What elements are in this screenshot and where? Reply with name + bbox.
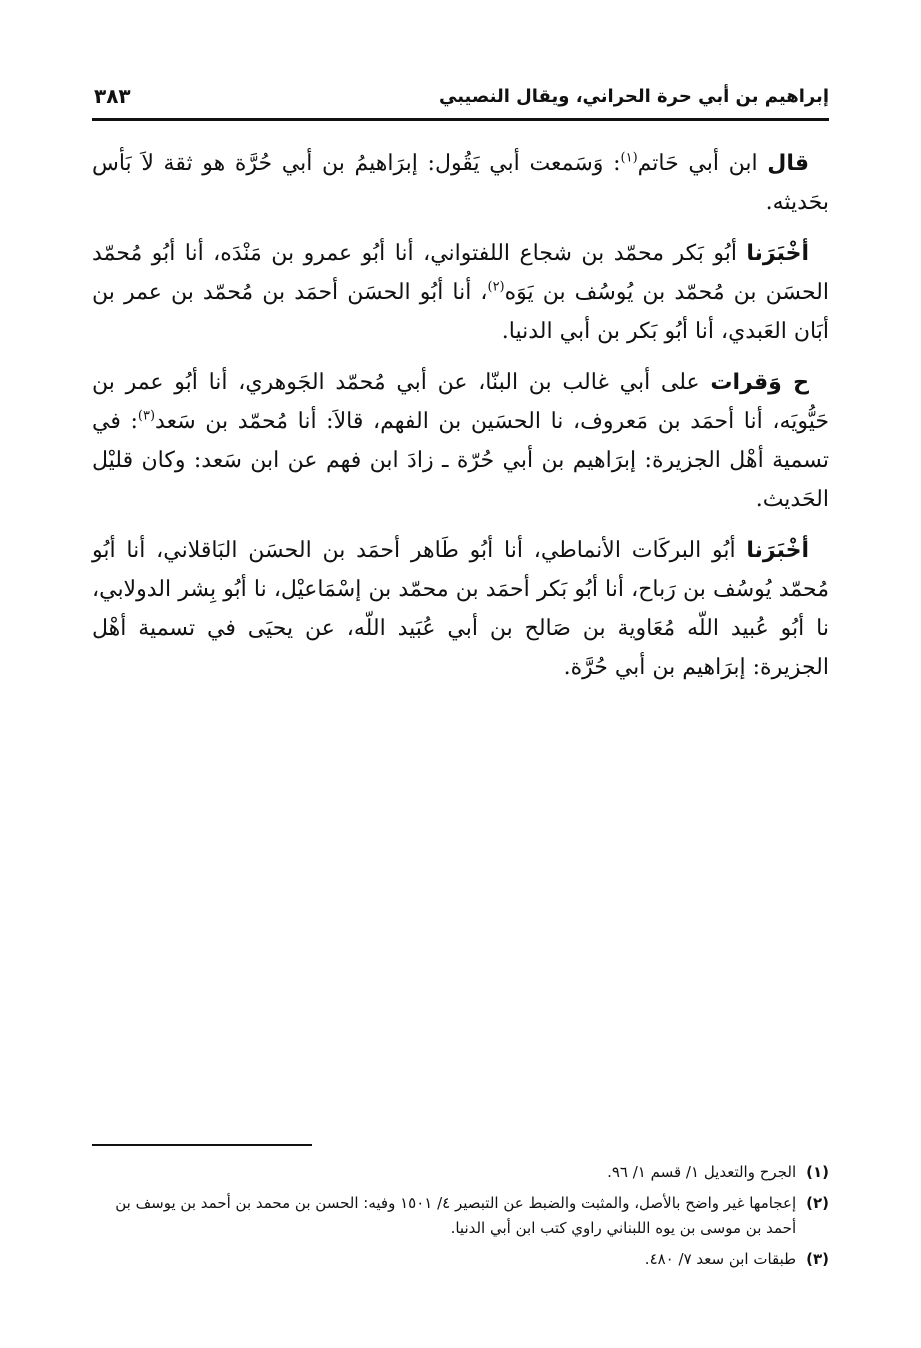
page-header: [92, 82, 829, 118]
paragraph-3: [92, 363, 829, 519]
footnote-item: [92, 1191, 829, 1241]
paragraph-lead: أخْبَرَنا: [746, 538, 809, 563]
paragraph-text: على أبي غالب بن البنّا، عن أبي مُحمّد الجَوهري، أنا أبُو عمر بن حَيُّويَه، أنا أحمَد بن مَعروف، نا الحسَين بن الفهم، قالاَ: أنا مُحمّد بن سَعد: [92, 370, 829, 434]
footnote-text: إعجامها غير واضح بالأصل، والمثبت والضبط عن التبصير ٤/ ١٥٠١ وفيه: الحسن بن محمد بن أحمد بن يوسف بن أحمد بن موسى بن يوه اللبناني راوي كتب ابن أبي الدنيا.: [115, 1194, 797, 1237]
footnote-reference: (١): [620, 150, 638, 166]
footnote-reference: (٢): [487, 279, 505, 295]
paragraph-text: ابن أبي حَاتم: [637, 151, 768, 176]
footnote-item: [92, 1160, 829, 1185]
paragraph-4: [92, 531, 829, 687]
footnote-number: (٣): [806, 1250, 829, 1268]
footnotes: [92, 1160, 829, 1278]
footnote-text: طبقات ابن سعد ٧/ ٤٨٠.: [644, 1250, 797, 1268]
paragraph-text: : في تسمية أهْل الجزيرة: إبرَاهيم بن أبي حُرّة ـ زادَ ابن فهم عن ابن سَعد: وكان قليْل الحَديث.: [92, 409, 829, 512]
paragraph-text: أبُو البركَات الأنماطي، أنا أبُو طَاهر أحمَد بن الحسَن البَاقلاني، أنا أبُو مُحمّد يُوسُف بن رَباح، أنا أبُو بَكر أحمَد بن محمّد بن إسْمَاعيْل، نا أبُو بِشر الدولابي، نا أبُو عُبيد اللّه مُعَاوية بن صَالح بن أبي عُبَيد اللّه، عن يحيَى في تسمية أهْل الجزيرة: إبرَاهيم بن أبي حُرَّة.: [92, 538, 829, 680]
paragraph-lead: قال: [767, 151, 810, 176]
paragraph-text: أبُو بَكر محمّد بن شجاع اللفتواني، أنا أبُو عمرو بن مَنْدَه، أنا أبُو مُحمّد الحسَن بن مُحمّد بن يُوسُف بن يَوَه: [92, 241, 830, 305]
paragraph-lead: أخْبَرَنا: [746, 241, 809, 266]
footnote-text: الجرح والتعديل ١/ قسم ١/ ٩٦.: [607, 1163, 797, 1181]
paragraph-1: [92, 144, 829, 222]
footnote-number: (٢): [806, 1194, 829, 1212]
footnote-rule: [92, 1144, 312, 1146]
main-text: [92, 144, 829, 687]
footnote-item: [92, 1247, 829, 1272]
header-rule: [92, 118, 829, 121]
paragraph-text: : وَسَمعت أبي يَقُول: إبرَاهيمُ بن أبي حُرَّة هو ثقة لاَ بَأس بحَديثه.: [92, 151, 829, 215]
running-title: إبراهيم بن أبي حرة الحراني، ويقال النصيبي: [438, 86, 829, 107]
footnote-reference: (٣): [137, 408, 156, 424]
paragraph-lead: ح وَقرات: [710, 370, 810, 395]
paragraph-2: [92, 234, 829, 351]
paragraph-text: ، أنا أبُو الحسَن أحمَد بن مُحمّد بن عمر بن أبَان العَبدي، أنا أبُو بَكر بن أبي الدنيا.: [92, 280, 829, 344]
page-number: ٣٨٣: [94, 84, 131, 108]
footnote-number: (١): [806, 1163, 829, 1181]
